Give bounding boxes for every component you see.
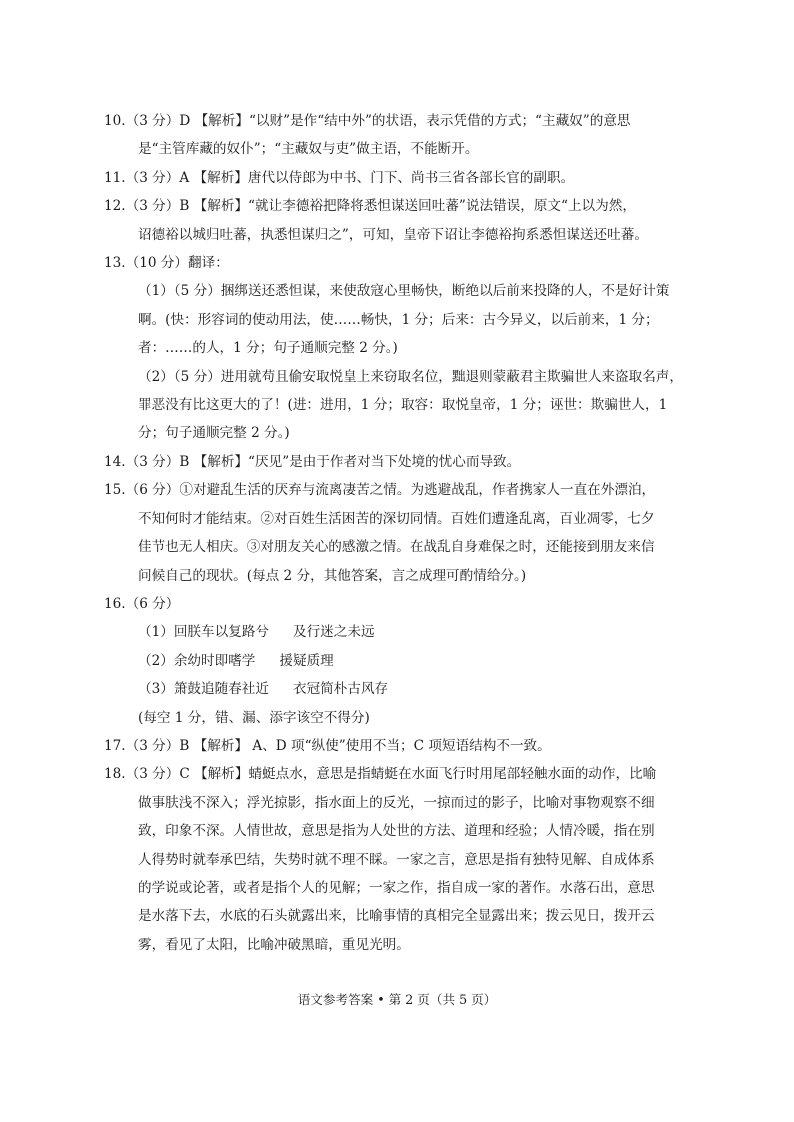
answer-item-18 [104,760,690,959]
answer-item-14 [104,448,690,476]
translation-line: 者：……的人，1 分；句子通顺完整 2 分。) [138,340,398,357]
answer-line: 15.（6 分）①对避乱生活的厌弃与流离凄苦之情。为逃避战乱，作者携家人一直在外漂泊， [104,482,656,499]
answer-item-16 [104,590,690,732]
translation-line: （1）（5 分）捆绑送还悉怛谋，来使敌寇心里畅快，断绝以后前来投降的人，不是好计策 [138,283,670,300]
answer-line: 致，印象不深。人情世故，意思是指为人处世的方法、道理和经验；人情冷暖，指在别 [138,823,655,840]
translation-line: （2）（5 分）进用就苟且偷安取悦皇上来窃取名位，黜退则蒙蔽君主欺骗世人来盗取名声， [138,368,683,385]
answer-line: 诏德裕以城归吐蕃，执悉怛谋归之”，可知，皇帝下诏让李德裕拘系悉怛谋送还吐蕃。 [138,226,648,243]
translation-line: 啊。(快：形容词的使动用法，使……畅快，1 分；后来：古今异义，以后前来，1 分； [138,311,659,328]
answer-line: 11.（3 分）A 【解析】唐代以侍郎为中书、门下、尚书三省各部长官的副职。 [104,169,575,186]
answer-item-13 [104,249,690,448]
answer-item-17 [104,732,690,760]
answer-content [104,107,690,959]
answer-line: 17.（3 分）B 【解析】 A、D 项“纵使”使用不当；C 项短语结构不一致。 [104,737,551,754]
answer-line: 是水落下去，水底的石头就露出来，比喻事情的真相完全显露出来；拨云见日，拨开云 [138,908,655,925]
answer-item-12 [104,192,690,249]
answer-line: 佳节也无人相庆。③对朋友关心的感激之情。在战乱自身难保之时，还能接到朋友来信 [138,539,655,556]
answer-line: 问候自己的现状。(每点 2 分，其他答案，言之成理可酌情给分。) [138,567,527,584]
answer-line: 做事肤浅不深入；浮光掠影，指水面上的反光，一掠而过的影子，比喻对事物观察不细 [138,794,655,811]
answer-line: 18.（3 分）C 【解析】蜻蜓点水，意思是指蜻蜓在水面飞行时用尾部轻触水面的动作，比喻 [104,766,657,783]
scoring-note: (每空 1 分，错、漏、添字该空不得分) [138,709,370,726]
answer-line: 不知何时才能结束。②对百姓生活困苦的深切同情。百姓们遭逢乱离，百业凋零，七夕 [138,510,655,527]
answer-line: 的学说或论著，或者是指个人的见解；一家之作，指自成一家的著作。水落石出，意思 [138,879,655,896]
page-footer: 语文参考答案 • 第 2 页（共 5 页） [297,992,497,1007]
answer-item-10 [104,107,690,164]
answer-line: 14.（3 分）B 【解析】“厌见”是由于作者对当下处境的忧心而导致。 [104,453,521,470]
dictation-answer-a: （1）回朕车以复路兮 [138,624,269,641]
answer-item-15 [104,476,690,590]
dictation-answer-b: 及行迷之未远 [293,624,375,641]
answer-line: 人得势时就奉承巴结，失势时就不理不睬。一家之言，意思是指有独特见解、自成体系 [138,851,655,868]
translation-line: 分；句子通顺完整 2 分。) [138,425,290,442]
answer-line: 12.（3 分）B 【解析】“就让李德裕把降将悉怛谋送回吐蕃”说法错误，原文“上以为然， [104,198,636,215]
answer-line: 是“主管库藏的奴仆”；“主藏奴与吏”做主语，不能断开。 [138,141,479,158]
dictation-answer-b: 援疑质理 [279,652,334,669]
dictation-line [104,647,690,675]
answer-line: 13.（10 分）翻译： [104,255,229,272]
dictation-answer-a: （3）箫鼓追随春社近 [138,681,269,698]
answer-line: 雾，看见了太阳，比喻冲破黑暗，重见光明。 [138,936,410,953]
dictation-answer-a: （2）余幼时即嗜学 [138,652,256,669]
dictation-line [104,618,690,646]
translation-line: 罪恶没有比这更大的了！(进：进用，1 分；取容：取悦皇帝，1 分；诬世：欺骗世人，1 [138,397,668,414]
dictation-answer-b: 衣冠简朴古风存 [293,681,389,698]
dictation-line [104,675,690,703]
answer-item-11 [104,164,690,192]
answer-line: 16.（6 分） [104,595,180,612]
answer-line: 10.（3 分）D 【解析】“以财”是作“结中外”的状语，表示凭借的方式；“主藏奴”的意思 [104,113,631,129]
